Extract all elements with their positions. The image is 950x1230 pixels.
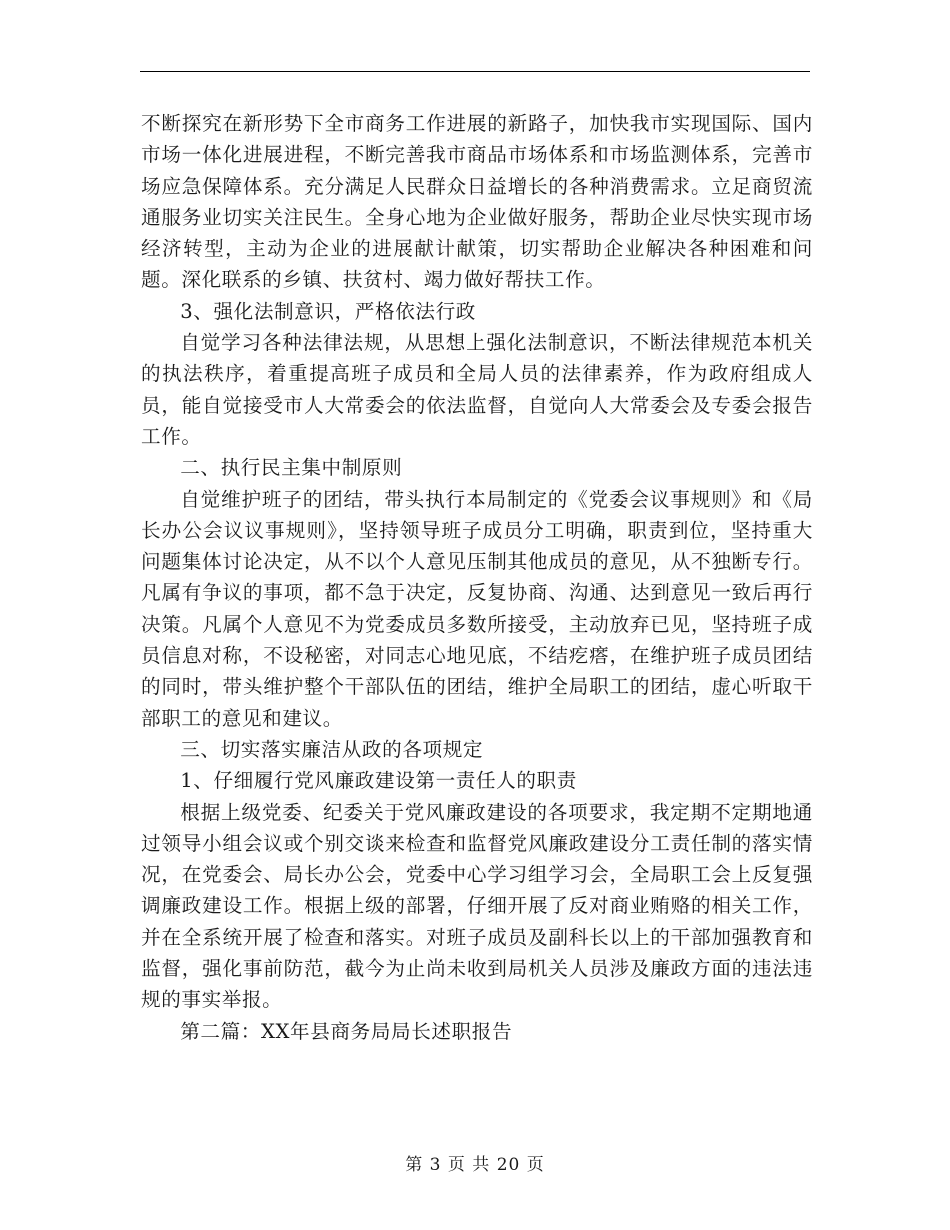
body-paragraph: 根据上级党委、纪委关于党风廉政建设的各项要求，我定期不定期地通过领导小组会议或个别交谈来检查和监督党风廉政建设分工责任制的落实情况，在党委会、局长办公会，党委中心学习组学习会，全局职工会上反复强调廉政建设工作。根据上级的部署，仔细开展了反对商业贿赂的相关工作，并在全系统开展了检查和落实。对班子成员及副科长以上的干部加强教育和监督，强化事前防范，截今为止尚未收到局机关人员涉及廉政方面的违法违规的事实举报。 (141, 800, 813, 1012)
part-title: 第二篇：XX年县商务局局长述职报告 (180, 1019, 513, 1043)
header-rule (140, 71, 810, 72)
page-number-footer: 第 3 页 共 20 页 (405, 1155, 545, 1175)
body-paragraph: 自觉维护班子的团结，带头执行本局制定的《党委会议事规则》和《局长办公会议议事规则》，坚持领导班子成员分工明确，职责到位，坚持重大问题集体讨论决定，从不以个人意见压制其他成员的意见，从不独断专行。凡属有争议的事项，都不急于决定，反复协商、沟通、达到意见一致后再行决策。凡属个人意见不为党委成员多数所接受，主动放弃已见，坚持班子成员信息对称，不设秘密，对同志心地见底，不结疙瘩，在维护班子成员团结的同时，带头维护整个干部队伍的团结，维护全局职工的团结，虚心听取干部职工的意见和建议。 (141, 487, 813, 730)
section-heading: 二、执行民主集中制原则 (180, 456, 403, 480)
section-heading: 三、切实落实廉洁从政的各项规定 (180, 737, 484, 761)
document-body (141, 108, 813, 1047)
body-paragraph: 自觉学习各种法律法规，从思想上强化法制意识，不断法律规范本机关的执法秩序，着重提高班子成员和全局人员的法律素养，作为政府组成人员，能自觉接受市人大常委会的依法监督，自觉向人大常委会及专委会报告工作。 (141, 331, 813, 448)
body-paragraph: 不断探究在新形势下全市商务工作进展的新路子，加快我市实现国际、国内市场一体化进展进程，不断完善我市商品市场体系和市场监测体系，完善市场应急保障体系。充分满足人民群众日益增长的各种消费需求。立足商贸流通服务业切实关注民生。全身心地为企业做好服务，帮助企业尽快实现市场经济转型，主动为企业的进展献计献策，切实帮助企业解决各种困难和问题。深化联系的乡镇、扶贫村、竭力做好帮扶工作。 (141, 112, 813, 292)
section-heading: 3、强化法制意识，严格依法行政 (180, 299, 476, 323)
subsection-heading: 1、仔细履行党风廉政建设第一责任人的职责 (180, 769, 577, 793)
